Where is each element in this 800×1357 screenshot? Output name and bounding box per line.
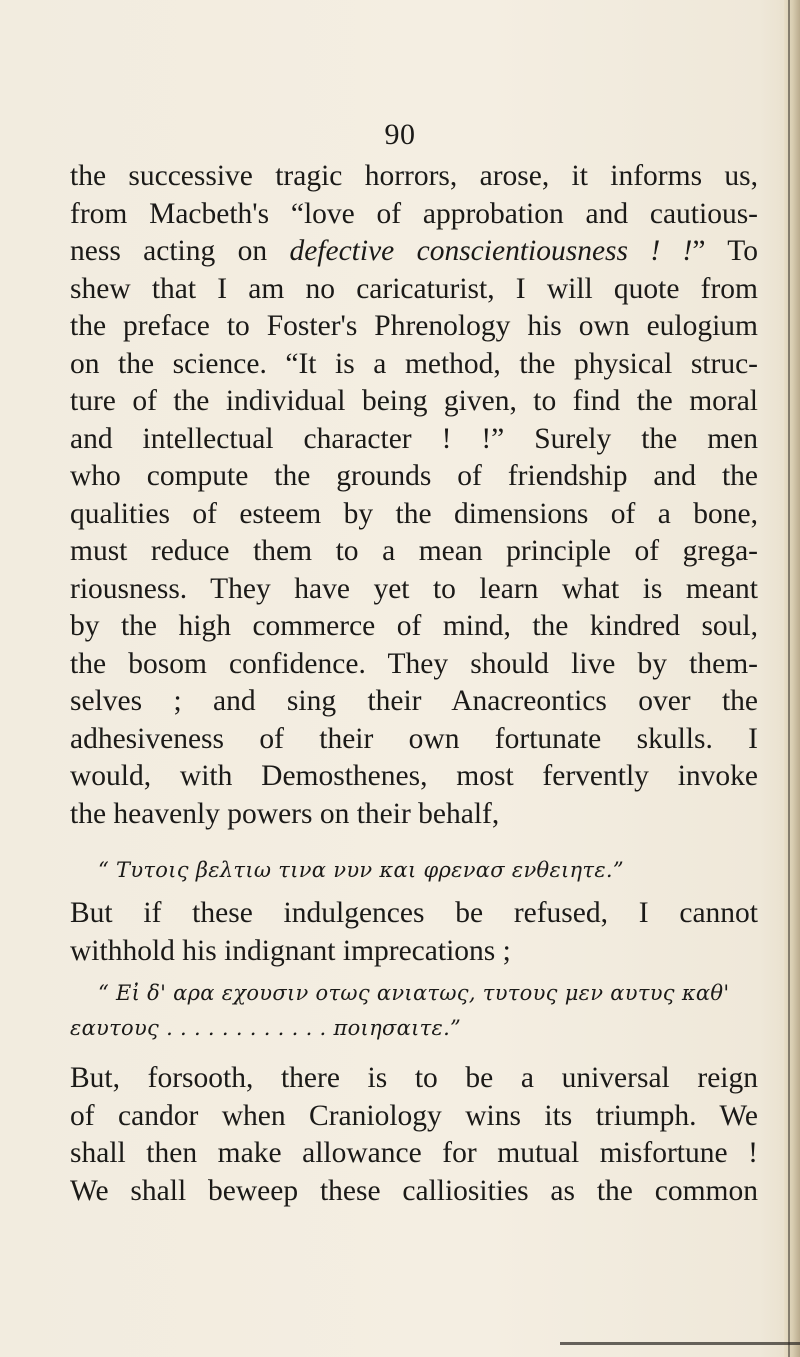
bottom-rule: [560, 1342, 800, 1345]
text-line: riousness. They have yet to learn what is meant: [70, 572, 758, 605]
text-line: on the science. “It is a method, the physical struc-: [70, 347, 758, 380]
text-line: the heavenly powers on their behalf,: [70, 797, 500, 830]
text-line: shew that I am no caricaturist, I will quote from: [70, 272, 758, 305]
page-edge-line: [788, 0, 790, 1357]
text-line: the preface to Foster's Phrenology his own eulogium: [70, 310, 758, 342]
text-line: adhesiveness of their own fortunate skulls. I: [70, 722, 758, 755]
text-line: qualities of esteem by the dimensions of a bone,: [70, 497, 758, 530]
text-line: must reduce them to a mean principle of grega-: [70, 535, 758, 567]
text-line: But, forsooth, there is to be a universal reign: [70, 1062, 758, 1094]
text-line: of candor when Craniology wins its triumph. We: [70, 1099, 758, 1132]
text-line: We shall beweep these calliosities as the common: [70, 1174, 758, 1207]
page-number: 90: [384, 118, 416, 151]
paragraph-2: [70, 895, 758, 970]
text-segment: ness acting on: [70, 235, 290, 267]
text-line: selves ; and sing their Anacreontics over the: [70, 685, 758, 717]
text-line: and intellectual character ! !” Surely the men: [70, 422, 758, 455]
paragraph-1: [70, 158, 758, 833]
text-line: But if these indulgences be refused, I cannot: [70, 897, 758, 929]
text-line: by the high commerce of mind, the kindred soul,: [70, 610, 758, 642]
paragraph-3: [70, 1060, 758, 1210]
text-line: who compute the grounds of friendship and the: [70, 460, 758, 492]
text-line: the successive tragic horrors, arose, it informs us,: [70, 160, 758, 192]
text-line: ture of the individual being given, to find the moral: [70, 385, 758, 417]
text-line-with-emphasis: [70, 233, 758, 271]
emphasis-text: defective conscientiousness ! !: [289, 235, 693, 267]
text-line: shall then make allowance for mutual misfortune !: [70, 1137, 758, 1169]
text-line: would, with Demosthenes, most fervently invoke: [70, 760, 758, 792]
greek-quote-2-line-1: “ Εἰ δ' αρα εχουσιν οτως ανιατως, τυτους μεν αυτυς καθ': [98, 981, 730, 1005]
page-edge-shadow: [784, 0, 800, 1357]
greek-quote-1: “ Τυτοις βελτιω τινα νυν και φρενασ ενθειητε.”: [98, 858, 624, 882]
text-line: withhold his indignant imprecations ;: [70, 934, 511, 967]
text-line: the bosom confidence. They should live by them-: [70, 647, 758, 680]
greek-quote-2-line-2: εαυτους . . . . . . . . . . . . ποιησαιτε.”: [70, 1016, 462, 1040]
text-line: from Macbeth's “love of approbation and cautious-: [70, 197, 758, 230]
text-segment: ” To: [692, 235, 758, 267]
